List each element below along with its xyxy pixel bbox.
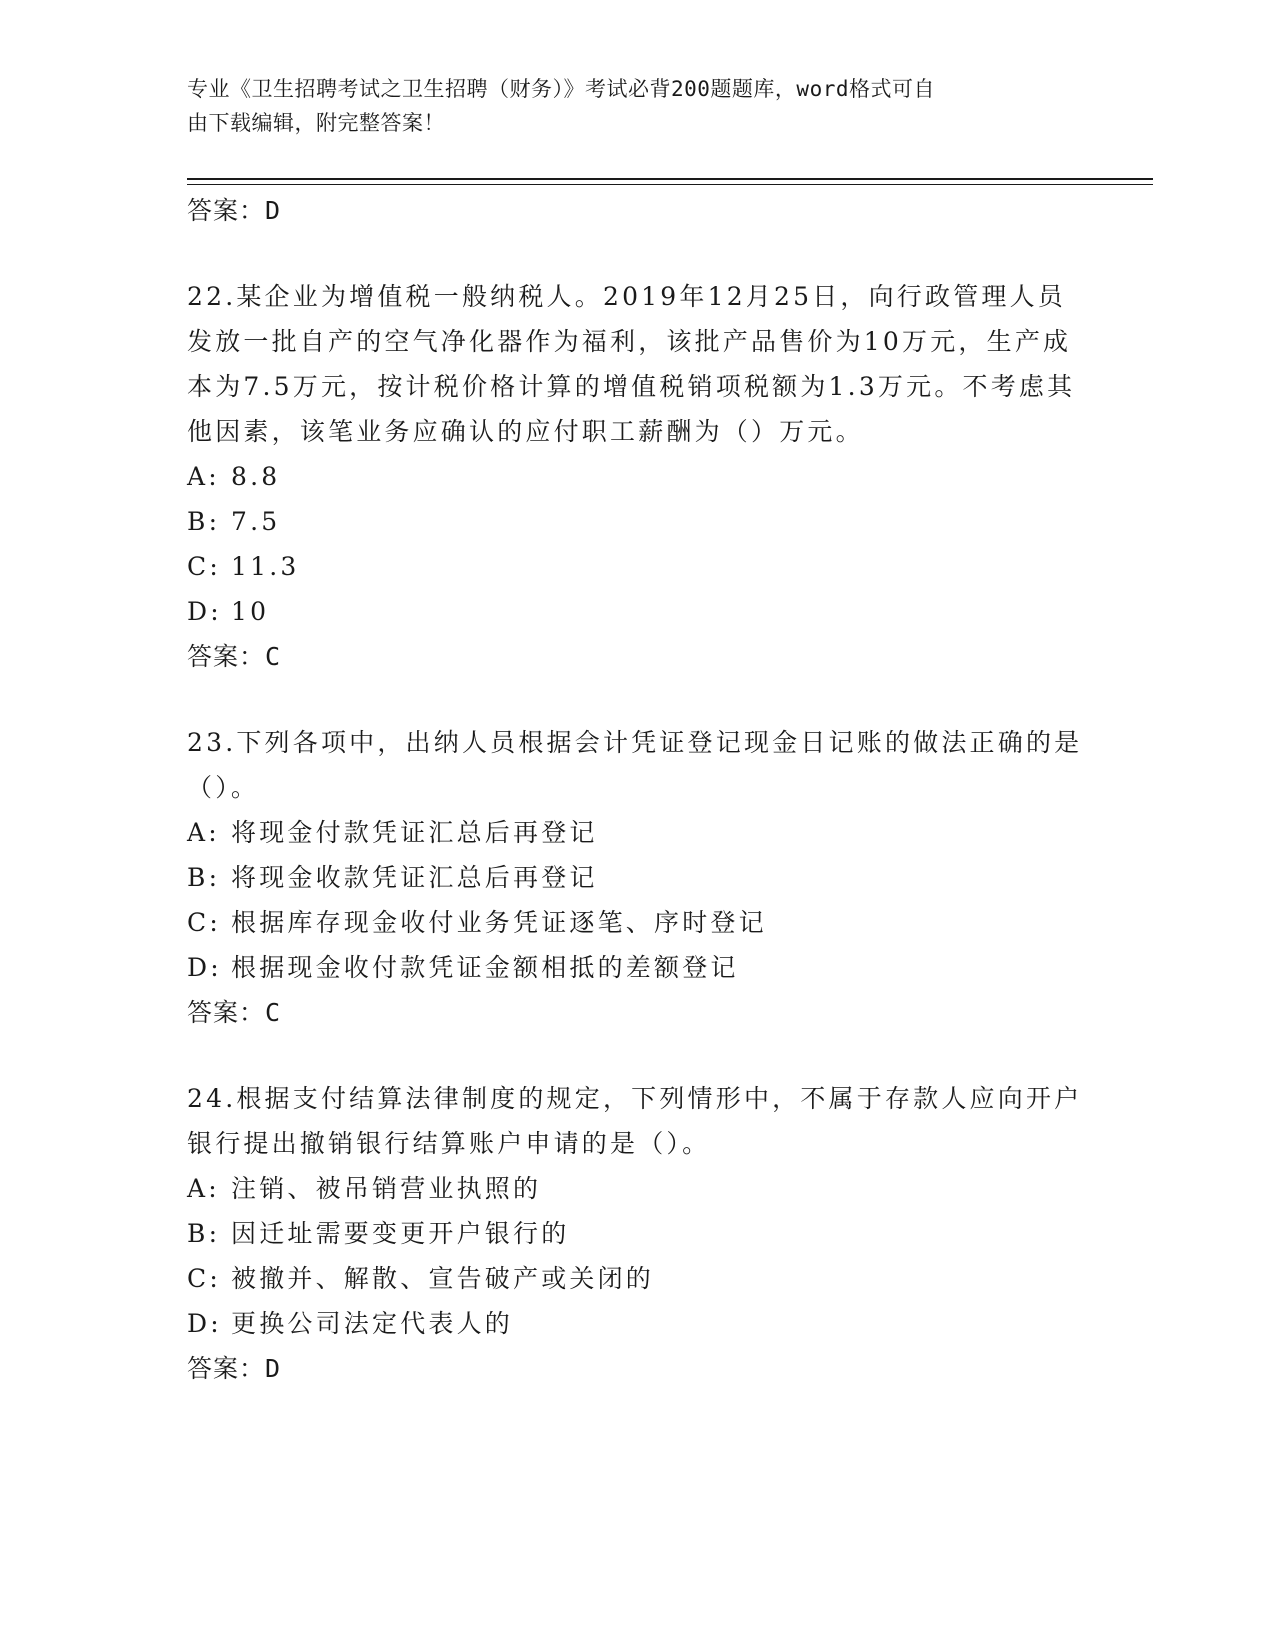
question-22 <box>187 274 1087 680</box>
question-answer: 答案：C <box>187 642 282 671</box>
question-23 <box>187 720 1087 1036</box>
option-text: 8.8 <box>231 462 281 491</box>
option-a <box>187 1166 1087 1211</box>
option-a <box>187 454 1087 499</box>
option-b <box>187 499 1087 544</box>
option-text: 将现金付款凭证汇总后再登记 <box>231 818 598 847</box>
option-b <box>187 1211 1087 1256</box>
option-text: 因迁址需要变更开户银行的 <box>231 1219 570 1248</box>
option-text: 将现金收款凭证汇总后再登记 <box>231 863 598 892</box>
option-text: 7.5 <box>231 507 281 536</box>
option-text: 被撤并、解散、宣告破产或关闭的 <box>231 1264 655 1293</box>
option-d <box>187 945 1087 990</box>
option-text: 根据现金收付款凭证金额相抵的差额登记 <box>231 953 739 982</box>
option-text: 更换公司法定代表人的 <box>231 1309 514 1338</box>
header-line-2: 由下载编辑，附完整答案！ <box>187 111 445 135</box>
option-text: 11.3 <box>231 552 300 581</box>
option-letter: C: <box>187 552 221 581</box>
option-letter: B: <box>187 507 221 536</box>
question-stem: 23.下列各项中，出纳人员根据会计凭证登记现金日记账的做法正确的是（）。 <box>187 728 1083 802</box>
question-24 <box>187 1076 1087 1392</box>
option-d <box>187 589 1087 634</box>
option-letter: D: <box>187 1309 222 1338</box>
option-letter: A: <box>187 462 220 491</box>
question-stem: 22.某企业为增值税一般纳税人。2019年12月25日，向行政管理人员发放一批自产的空气净化器作为福利，该批产品售价为10万元，生产成本为7.5万元，按计税价格计算的增值税销项税额为1.3万元。不考虑其他因素，该笔业务应确认的应付职工薪酬为（）万元。 <box>187 282 1076 446</box>
header-divider-thin <box>187 184 1153 185</box>
option-c <box>187 544 1087 589</box>
previous-answer: 答案：D <box>187 196 282 225</box>
option-letter: C: <box>187 1264 221 1293</box>
option-letter: A: <box>187 818 220 847</box>
option-letter: B: <box>187 863 221 892</box>
option-d <box>187 1301 1087 1346</box>
question-answer: 答案：D <box>187 1354 282 1383</box>
page-header <box>187 72 1067 140</box>
option-text: 根据库存现金收付业务凭证逐笔、序时登记 <box>231 908 767 937</box>
option-c <box>187 900 1087 945</box>
option-letter: B: <box>187 1219 221 1248</box>
option-letter: D: <box>187 597 222 626</box>
option-letter: A: <box>187 1174 220 1203</box>
option-b <box>187 855 1087 900</box>
option-text: 注销、被吊销营业执照的 <box>231 1174 542 1203</box>
header-line-1: 专业《卫生招聘考试之卫生招聘（财务）》考试必背200题题库，word格式可自 <box>187 77 935 101</box>
header-divider-thick <box>187 178 1153 180</box>
option-letter: D: <box>187 953 222 982</box>
option-letter: C: <box>187 908 221 937</box>
question-stem: 24.根据支付结算法律制度的规定，下列情形中，不属于存款人应向开户银行提出撤销银行结算账户申请的是（）。 <box>187 1084 1083 1158</box>
option-a <box>187 810 1087 855</box>
document-body <box>187 188 1087 1392</box>
question-answer: 答案：C <box>187 998 282 1027</box>
option-c <box>187 1256 1087 1301</box>
option-text: 10 <box>231 597 270 626</box>
